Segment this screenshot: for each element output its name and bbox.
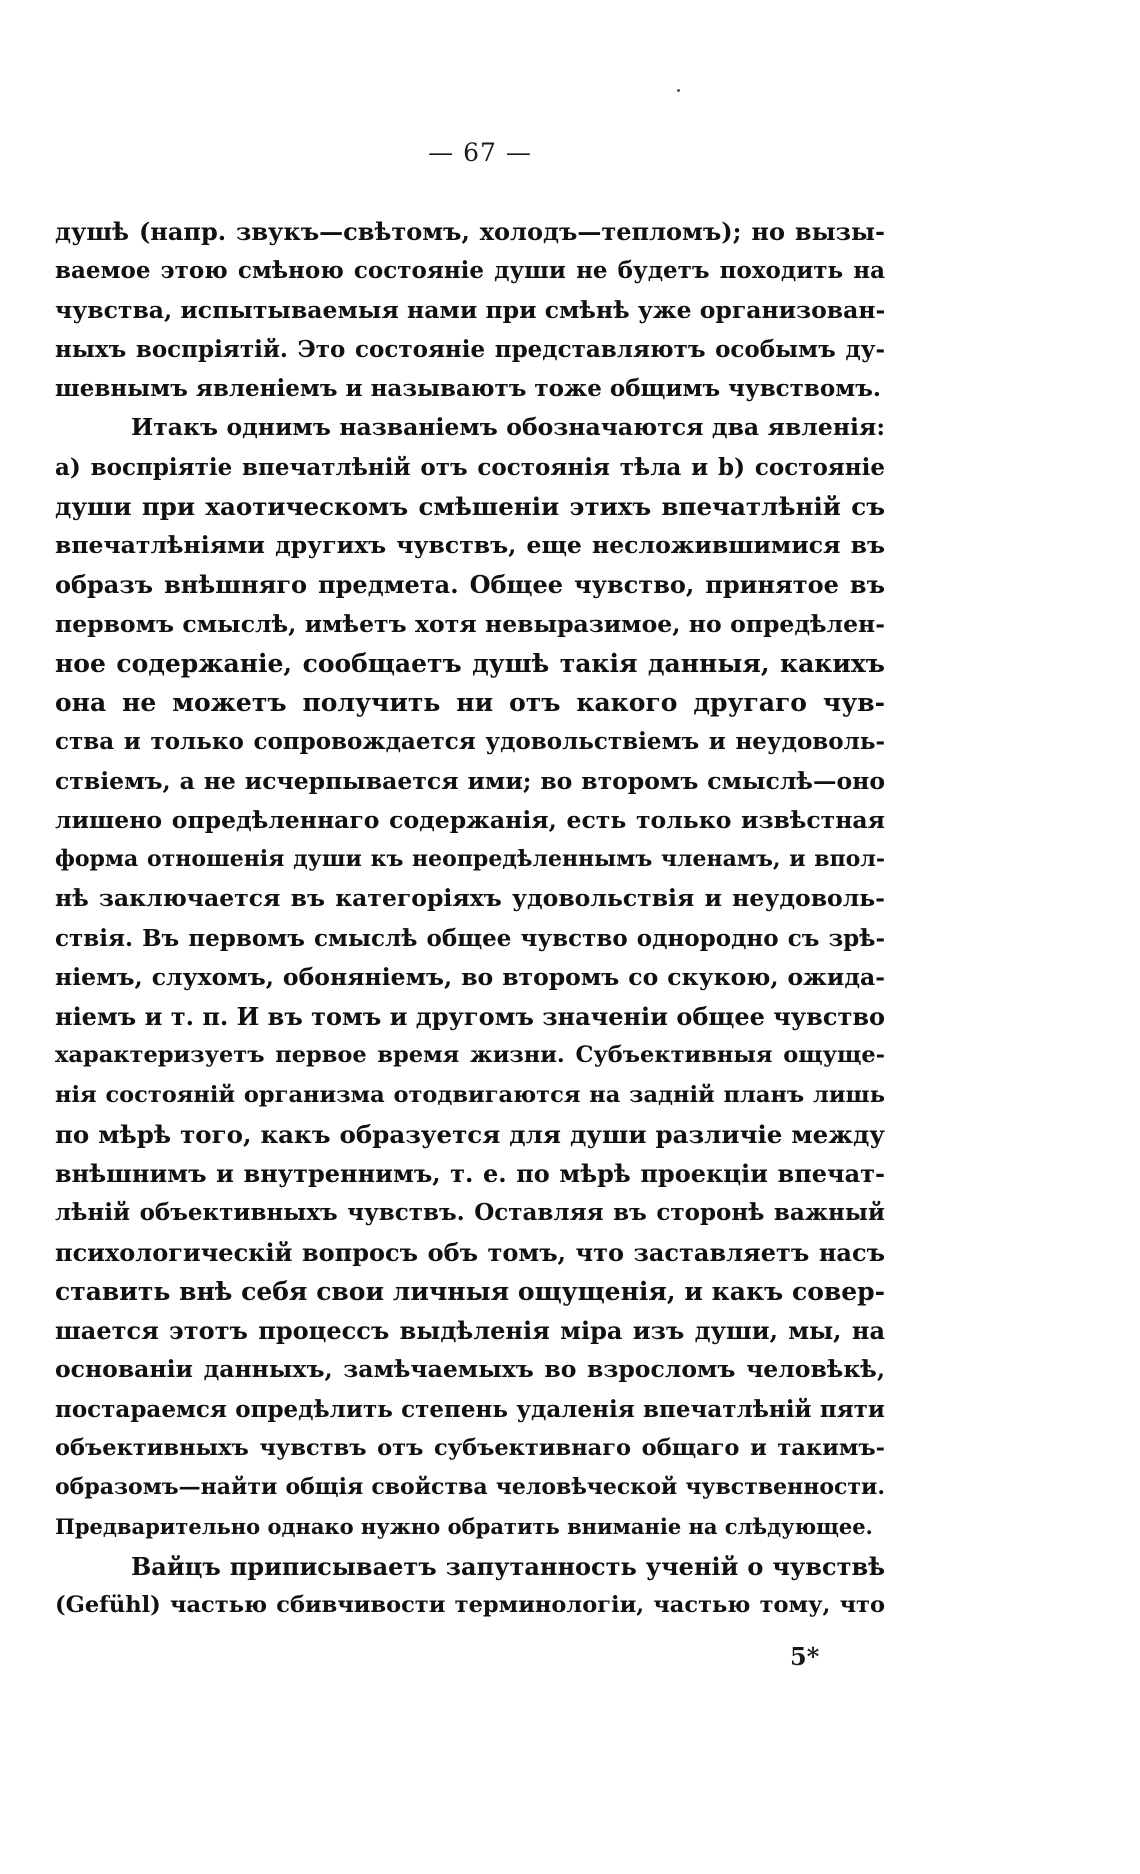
- text-line: ныхъ воспріятій. Это состояніе представляютъ особымъ ду-: [55, 335, 885, 363]
- text-line: ніемъ и т. п. И въ томъ и другомъ значеніи общее чувство: [55, 1002, 885, 1031]
- text-line: характеризуетъ первое время жизни. Субъективныя ощуще-: [55, 1042, 885, 1069]
- text-line: Предварительно однако нужно обратить вниманіе на слѣдующее.: [55, 1514, 873, 1540]
- text-line: души при хаотическомъ смѣшеніи этихъ впечатлѣній съ: [55, 491, 885, 521]
- text-line: основаніи данныхъ, замѣчаемыхъ во взросломъ человѣкѣ,: [55, 1355, 885, 1384]
- text-line: образъ внѣшняго предмета. Общее чувство, принятое въ: [55, 570, 885, 600]
- text-line: шается этотъ процессъ выдѣленія міра изъ души, мы, на: [55, 1316, 885, 1345]
- text-line: (Gefühl) частью сбивчивости терминологіи, частью тому, что: [55, 1591, 885, 1618]
- page-number: — 67 —: [428, 138, 532, 167]
- text-line: душѣ (напр. звукъ—свѣтомъ, холодъ—тепломъ); но вызы-: [55, 217, 885, 246]
- text-line: нѣ заключается въ категоріяхъ удовольствія и неудоволь-: [55, 884, 885, 913]
- text-line: она не можетъ получить ни отъ какого другаго чув-: [55, 688, 885, 717]
- text-line: внѣшнимъ и внутреннимъ, т. е. по мѣрѣ проекціи впечат-: [55, 1159, 885, 1188]
- text-line: Итакъ однимъ названіемъ обозначаются два явленія:: [131, 413, 885, 442]
- text-line: Вайцъ приписываетъ запутанность ученій о чувствѣ: [131, 1551, 885, 1581]
- print-speck: [677, 89, 680, 92]
- text-line: ства и только сопровождается удовольствіемъ и неудоволь-: [55, 728, 885, 756]
- text-line: лишено опредѣленнаго содержанія, есть только извѣстная: [55, 805, 885, 834]
- text-line: ставить внѣ себя свои личныя ощущенія, и какъ совер-: [55, 1276, 885, 1306]
- text-line: объективныхъ чувствъ отъ субъективнаго общаго и такимъ-: [55, 1434, 885, 1461]
- text-line: ніемъ, слухомъ, обоняніемъ, во второмъ со скукою, ожида-: [55, 962, 885, 991]
- body-text: [55, 212, 885, 1625]
- text-line: впечатлѣніями другихъ чувствъ, еще несложившимися въ: [55, 531, 885, 559]
- text-line: ствіемъ, а не исчерпывается ими; во второмъ смыслѣ—оно: [55, 766, 885, 795]
- text-line: ствія. Въ первомъ смыслѣ общее чувство однородно съ зрѣ-: [55, 924, 885, 952]
- text-line: психологическій вопросъ объ томъ, что заставляетъ насъ: [55, 1237, 885, 1267]
- text-line: форма отношенія души къ неопредѣленнымъ членамъ, и впол-: [55, 846, 885, 872]
- text-line: первомъ смыслѣ, имѣетъ хотя невыразимое, но опредѣлен-: [55, 609, 885, 638]
- text-line: нія состояній организма отодвигаются на задній планъ лишь: [55, 1081, 885, 1108]
- text-line: чувства, испытываемыя нами при смѣнѣ уже организован-: [55, 295, 885, 324]
- text-line: постараемся опредѣлить степень удаленія впечатлѣній пяти: [55, 1395, 885, 1423]
- text-line: образомъ—найти общія свойства человѣческой чувственности.: [55, 1474, 885, 1500]
- text-line: ное содержаніе, сообщаетъ душѣ такія данныя, какихъ: [55, 648, 885, 678]
- text-line: а) воспріятіе впечатлѣній отъ состоянія тѣла и b) состояніе: [55, 453, 885, 481]
- text-line: шевнымъ явленіемъ и называютъ тоже общимъ чувствомъ.: [55, 375, 881, 402]
- signature-mark: 5*: [790, 1642, 820, 1671]
- text-line: лѣній объективныхъ чувствъ. Оставляя въ сторонѣ важный: [55, 1199, 885, 1227]
- text-line: по мѣрѣ того, какъ образуется для души различіе между: [55, 1119, 885, 1149]
- text-line: ваемое этою смѣною состояніе души не будетъ походить на: [55, 257, 885, 285]
